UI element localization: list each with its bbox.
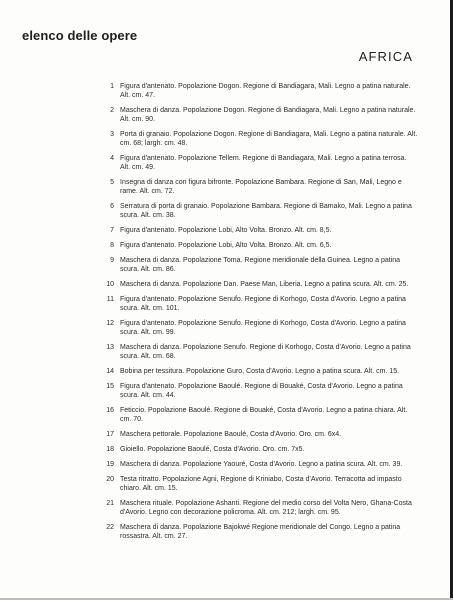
entry-number: 4 — [110, 155, 114, 162]
list-item — [108, 226, 418, 235]
entry-text: Figura d'antenato. Popolazione Senufo. Regione di Korhogo, Costa d'Avorio. Legno a patina scura. Alt. cm. 99. — [120, 320, 406, 336]
list-item — [108, 106, 418, 124]
entry-number: 5 — [110, 179, 114, 186]
page-title: elenco delle opere — [22, 28, 138, 43]
entry-number: 9 — [110, 257, 114, 264]
list-item — [108, 382, 418, 400]
entry-number: 17 — [106, 431, 114, 438]
entry-text: Maschera di danza. Popolazione Toma. Regione meridionale della Guinea. Legno a patina scura. Alt. cm. 86. — [120, 257, 401, 273]
entry-number: 3 — [110, 131, 114, 138]
entry-text: Maschera di danza. Popolazione Dogon. Regione di Bandiagara, Mali. Legno a patina naturale. Alt. cm. 90. — [120, 107, 416, 123]
entry-text: Maschera rituale. Popolazione Ashanti. Regione del medio corso del Volta Nero, Ghana-Costa d'Avorio. Legno con decorazione policroma. Alt. cm. 212; largh. cm. 95. — [120, 500, 412, 516]
entry-text: Bobina per tessitura. Popolazione Guro, Costa d'Avorio. Legno a patina scura. Alt. cm. 15. — [120, 368, 400, 375]
entry-text: Testa ritratto. Popolazione Agni, Regione di Kriniabo, Costa d'Avorio. Terracotta ad impasto chiaro. Alt. cm. 15. — [120, 476, 402, 492]
entry-text: Figura d'antenato. Popolazione Lobi, Alto Volta. Bronzo. Alt. cm. 8,5. — [120, 227, 332, 234]
list-item — [108, 367, 418, 376]
entry-number: 18 — [106, 446, 114, 453]
list-item — [108, 343, 418, 361]
list-item — [108, 430, 418, 439]
entry-number: 8 — [110, 242, 114, 249]
list-item — [108, 499, 418, 517]
list-item — [108, 406, 418, 424]
entry-number: 21 — [106, 500, 114, 507]
entry-number: 20 — [106, 476, 114, 483]
list-item — [108, 460, 418, 469]
entry-text: Figura d'antenato. Popolazione Lobi, Alto Volta. Bronzo. Alt. cm. 6,5. — [120, 242, 332, 249]
works-list — [108, 82, 418, 547]
entry-text: Feticcio. Popolazione Baoulé. Regione di Bouaké, Costa d'Avorio. Legno a patina chiara. Alt. cm. 70. — [120, 407, 408, 423]
list-item — [108, 280, 418, 289]
entry-text: Gioiello. Popolazione Baoulé, Costa d'Avorio. Oro. cm. 7x5. — [120, 446, 305, 453]
entry-number: 13 — [106, 344, 114, 351]
entry-text: Maschera pettorale. Popolazione Baoulé, Costa d'Avorio. Oro. cm. 6x4. — [120, 431, 342, 438]
entry-number: 1 — [110, 83, 114, 90]
entry-number: 12 — [106, 320, 114, 327]
entry-number: 2 — [110, 107, 114, 114]
list-item — [108, 178, 418, 196]
entry-number: 15 — [106, 383, 114, 390]
entry-text: Maschera di danza. Popolazione Senufo. Regione di Korhogo, Costa d'Avorio. Legno a patina scura. Alt. cm. 68. — [120, 344, 411, 360]
entry-text: Maschera di danza. Popolazione Bajokwé Regione meridionale del Congo. Legno a patina rossastra. Alt. cm. 27. — [120, 524, 401, 540]
entry-text: Porta di granaio. Popolazione Dogon. Regione di Bandiagara, Mali. Legno a patina naturale. Alt. cm. 68; largh. cm. 48. — [120, 131, 418, 147]
list-item — [108, 154, 418, 172]
entry-text: Serratura di porta di granaio. Popolazione Bambara. Regione di Bamako, Mali. Legno a patina scura. Alt. cm. 38. — [120, 203, 412, 219]
entry-text: Maschera di danza. Popolazione Dan. Paese Man, Liberia. Legno a patina scura. Alt. cm. 25. — [120, 281, 409, 288]
list-item — [108, 475, 418, 493]
list-item — [108, 256, 418, 274]
entry-text: Figura d'antenato. Popolazione Senufo. Regione di Korhogo, Costa d'Avorio. Legno a patina scura. Alt. cm. 101. — [120, 296, 406, 312]
list-item — [108, 82, 418, 100]
entry-text: Insegna di danza con figura bifronte. Popolazione Bambara. Regione di San, Mali, Legno e rame. Alt. cm. 72. — [120, 179, 402, 195]
entry-text: Figura d'antenato. Popolazione Dogon. Regione di Bandiagara, Mali. Legno a patina naturale. Alt. cm. 47. — [120, 83, 411, 99]
list-item — [108, 319, 418, 337]
entry-number: 6 — [110, 203, 114, 210]
entry-number: 14 — [106, 368, 114, 375]
entry-number: 10 — [106, 281, 114, 288]
list-item — [108, 130, 418, 148]
entry-text: Maschera di danza. Popolazione Yaouré, Costa d'Avorio. Legno a patina scura. Alt. cm. 39. — [120, 461, 403, 468]
list-item — [108, 445, 418, 454]
section-title: AFRICA — [358, 49, 413, 64]
entry-number: 19 — [106, 461, 114, 468]
entry-text: Figura d'antenato. Popolazione Tellem. Regione di Bandiagara, Mali. Legno a patina terrosa. Alt. cm. 49. — [120, 155, 407, 171]
entry-text: Figura d'antenato. Popolazione Baoulé. Regione di Bouaké, Costa d'Avorio. Legno a patina scura. Alt. cm. 44. — [120, 383, 403, 399]
list-item — [108, 241, 418, 250]
entry-number: 11 — [106, 296, 114, 303]
entry-number: 22 — [106, 524, 114, 531]
list-item — [108, 523, 418, 541]
entry-number: 7 — [110, 227, 114, 234]
entry-number: 16 — [106, 407, 114, 414]
list-item — [108, 295, 418, 313]
list-item — [108, 202, 418, 220]
